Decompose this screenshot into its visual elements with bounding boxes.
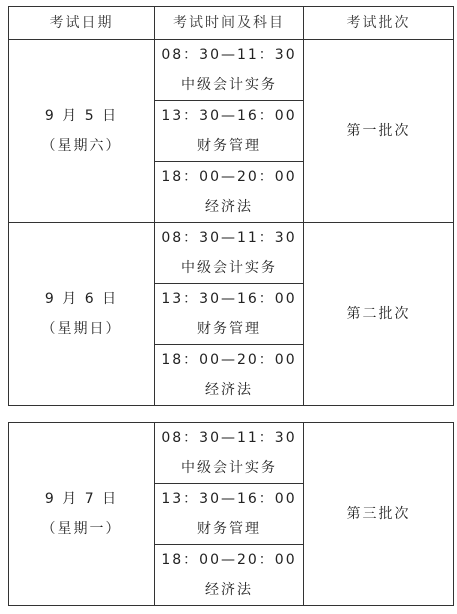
slot-time: 18：00—20：00 (161, 169, 297, 185)
exam-date: 9 月 5 日 (44, 108, 119, 124)
exam-weekday: （星期日） (41, 321, 122, 337)
slot-cell (155, 223, 304, 284)
slot-time: 18：00—20：00 (161, 352, 297, 368)
slot-cell (155, 284, 304, 345)
header-batch: 考试批次 (304, 7, 454, 40)
slot-subject: 中级会计实务 (181, 260, 277, 276)
slot-cell (155, 484, 304, 545)
exam-date: 9 月 7 日 (44, 491, 119, 507)
slot-time: 08：30—11：30 (161, 430, 297, 446)
table-row (9, 423, 454, 484)
batch-cell: 第三批次 (304, 423, 454, 606)
slot-time: 08：30—11：30 (161, 47, 297, 63)
slot-cell (155, 162, 304, 223)
date-cell (9, 40, 155, 223)
header-date: 考试日期 (9, 7, 155, 40)
slot-time: 13：30—16：00 (161, 108, 297, 124)
slot-time: 08：30—11：30 (161, 230, 297, 246)
batch-cell: 第二批次 (304, 223, 454, 406)
slot-subject: 经济法 (205, 582, 253, 598)
slot-time: 13：30—16：00 (161, 491, 297, 507)
slot-cell (155, 545, 304, 606)
table-header-row (9, 7, 454, 40)
exam-date: 9 月 6 日 (44, 291, 119, 307)
slot-subject: 经济法 (205, 199, 253, 215)
slot-subject: 中级会计实务 (181, 77, 277, 93)
date-cell (9, 223, 155, 406)
exam-weekday: （星期一） (41, 521, 122, 537)
exam-weekday: （星期六） (41, 138, 122, 154)
exam-schedule-table (8, 6, 454, 406)
slot-cell (155, 40, 304, 101)
batch-cell: 第一批次 (304, 40, 454, 223)
slot-time: 13：30—16：00 (161, 291, 297, 307)
date-cell (9, 423, 155, 606)
slot-cell (155, 345, 304, 406)
slot-subject: 财务管理 (197, 138, 261, 154)
slot-subject: 中级会计实务 (181, 460, 277, 476)
exam-schedule-table-continued (8, 422, 454, 606)
slot-subject: 经济法 (205, 382, 253, 398)
slot-cell (155, 423, 304, 484)
slot-time: 18：00—20：00 (161, 552, 297, 568)
slot-subject: 财务管理 (197, 521, 261, 537)
table-row (9, 223, 454, 284)
table-row (9, 40, 454, 101)
slot-subject: 财务管理 (197, 321, 261, 337)
slot-cell (155, 101, 304, 162)
header-time-subject: 考试时间及科目 (155, 7, 304, 40)
